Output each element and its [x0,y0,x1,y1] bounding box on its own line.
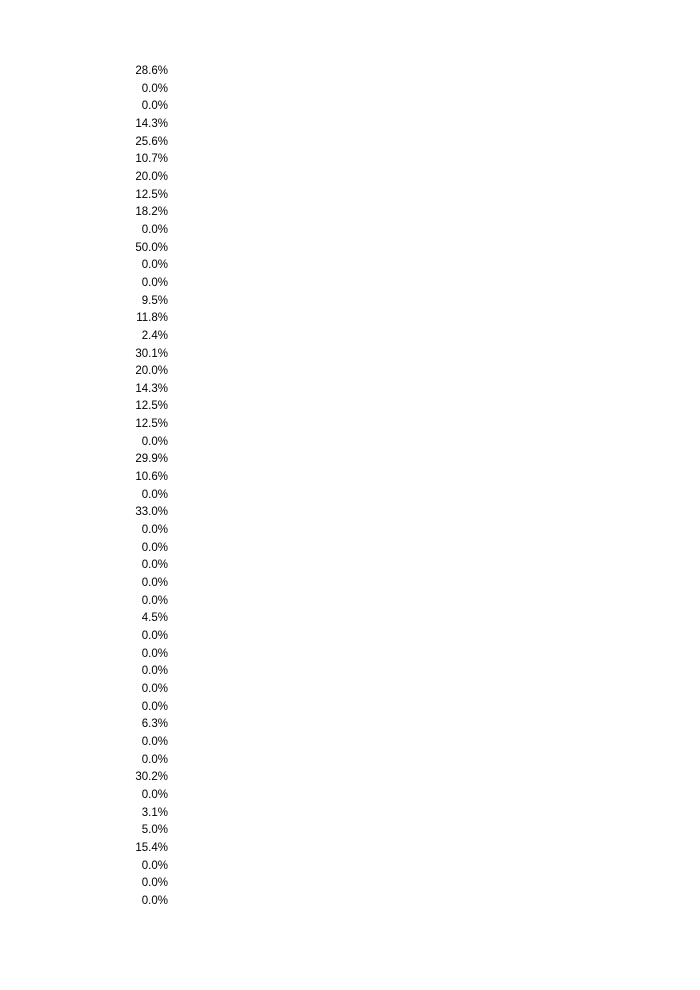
percentage-cell: 12.5% [135,188,168,201]
percentage-cell: 9.5% [141,294,168,307]
percentage-cell: 2.4% [141,329,168,342]
percentage-cell: 0.0% [141,541,168,554]
percentage-cell: 0.0% [141,559,168,572]
percentage-cell: 11.8% [136,312,168,325]
percentage-cell: 14.3% [135,117,168,130]
percentage-cell: 0.0% [141,859,168,872]
percentage-cell: 30.2% [135,771,168,784]
percentage-cell: 0.0% [141,682,168,695]
percentage-cell: 14.3% [135,382,168,395]
percentage-cell: 20.0% [135,365,168,378]
percentage-cell: 18.2% [135,206,168,219]
percentage-cell: 0.0% [141,665,168,678]
percentage-cell: 0.0% [141,259,168,272]
percentage-cell: 5.0% [141,824,168,837]
percentage-cell: 0.0% [141,894,168,907]
percentage-cell: 10.6% [135,471,168,484]
percentage-cell: 0.0% [141,276,168,289]
percentage-cell: 0.0% [141,700,168,713]
percentage-cell: 15.4% [135,841,168,854]
percentage-cell: 0.0% [141,753,168,766]
percentage-cell: 0.0% [141,788,168,801]
percentage-cell: 0.0% [141,577,168,590]
percentage-cell: 28.6% [135,65,168,77]
percentage-cell: 0.0% [141,223,168,236]
percentage-cell: 25.6% [135,135,168,148]
percentage-cell: 6.3% [141,718,168,731]
percentage-cell: 3.1% [141,806,168,819]
percentage-cell: 0.0% [141,435,168,448]
percentage-cell: 10.7% [135,153,168,166]
percentage-cell: 0.0% [141,877,168,890]
percentage-cell: 0.0% [141,735,168,748]
percentage-cell: 50.0% [135,241,168,254]
percentage-cell: 4.5% [141,612,168,625]
percentage-cell: 0.0% [141,594,168,607]
percentage-cell: 0.0% [141,647,168,660]
percentage-cell: 29.9% [135,453,168,466]
percentage-cell: 33.0% [135,506,168,519]
percentage-cell: 12.5% [135,400,168,413]
percentage-cell: 0.0% [141,488,168,501]
percentage-cell: 12.5% [135,418,168,431]
percentage-cell: 30.1% [135,347,168,360]
percentage-cell: 0.0% [141,100,168,113]
percentage-cell: 0.0% [141,630,168,642]
percentage-cell: 0.0% [141,524,168,537]
percentage-column [118,63,168,911]
percentage-cell: 0.0% [141,82,168,95]
percentage-cell: 20.0% [135,170,168,183]
